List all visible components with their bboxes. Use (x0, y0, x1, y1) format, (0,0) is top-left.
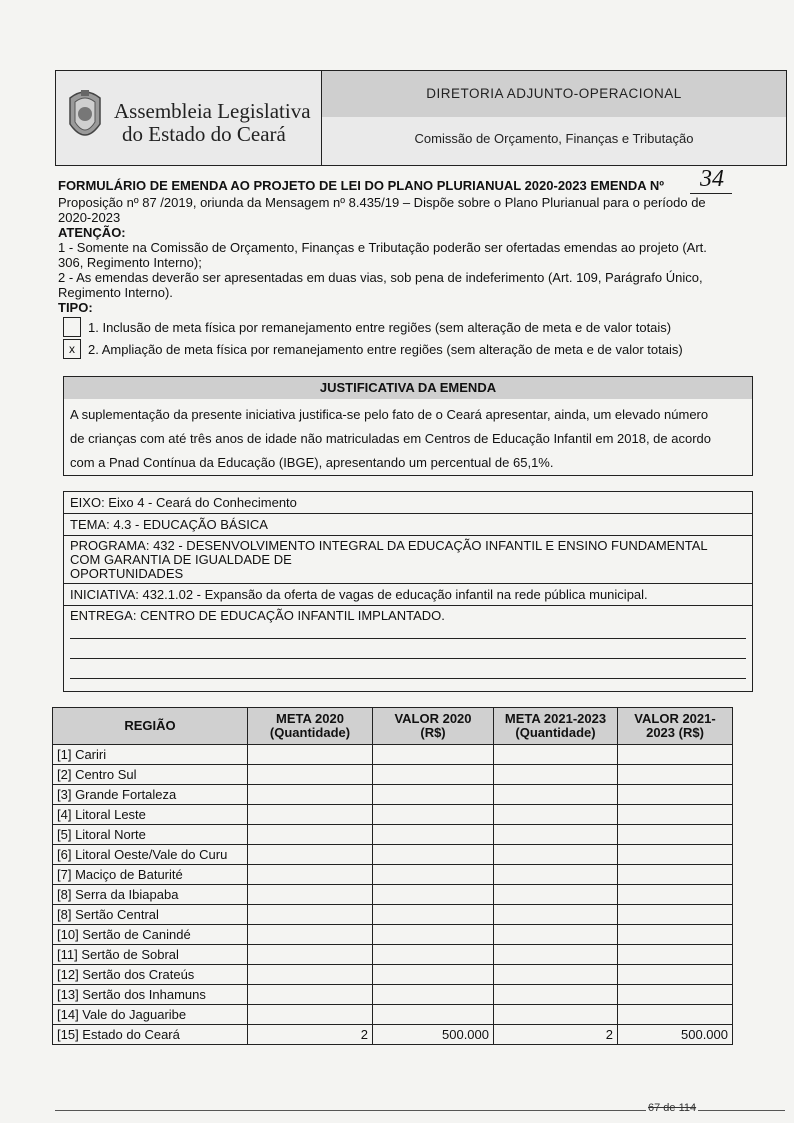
cell-valor-2020 (373, 965, 494, 985)
iniciativa-row: INICIATIVA: 432.1.02 - Expansão da oferta de vagas de educação infantil na rede pública municipal. (64, 584, 752, 606)
cell-meta-2020 (248, 945, 373, 965)
cell-regiao: [14] Vale do Jaguaribe (53, 1005, 248, 1025)
cell-meta-2020 (248, 845, 373, 865)
table-row (53, 805, 733, 825)
cell-meta-2020 (248, 965, 373, 985)
cell-meta-2021-2023 (494, 905, 618, 925)
table-row (53, 965, 733, 985)
cell-valor-2021-2023 (618, 745, 733, 765)
cell-regiao: [13] Sertão dos Inhamuns (53, 985, 248, 1005)
cell-meta-2021-2023 (494, 805, 618, 825)
cell-meta-2021-2023 (494, 785, 618, 805)
cell-meta-2020 (248, 925, 373, 945)
cell-meta-2020 (248, 1005, 373, 1025)
cell-valor-2021-2023 (618, 1005, 733, 1025)
cell-valor-2021-2023: 500.000 (618, 1025, 733, 1045)
cell-valor-2020 (373, 905, 494, 925)
cell-meta-2021-2023 (494, 765, 618, 785)
justificativa-heading: JUSTIFICATIVA DA EMENDA (64, 377, 752, 399)
blank-line (70, 638, 746, 639)
atencao-2-line1: 2 - As emendas deverão ser apresentadas em duas vias, sob pena de indeferimento (Art. 109, Parágrafo Único, (58, 270, 703, 285)
cell-meta-2021-2023 (494, 745, 618, 765)
cell-valor-2021-2023 (618, 845, 733, 865)
justificativa-line1: A suplementação da presente iniciativa justifica-se pelo fato de o Ceará apresentar, ainda, um elevado número (70, 407, 709, 422)
cell-regiao: [4] Litoral Leste (53, 805, 248, 825)
cell-regiao: [12] Sertão dos Crateús (53, 965, 248, 985)
emenda-number: 34 (700, 166, 724, 192)
cell-meta-2021-2023 (494, 1005, 618, 1025)
org-name-line1: Assembleia Legislativa (114, 99, 311, 123)
cell-meta-2020 (248, 785, 373, 805)
cell-valor-2021-2023 (618, 785, 733, 805)
tipo-2-text: 2. Ampliação de meta física por remanejamento entre regiões (sem alteração de meta e de valor totais) (88, 342, 683, 357)
tipo-1-text: 1. Inclusão de meta física por remanejamento entre regiões (sem alteração de meta e de valor totais) (88, 320, 672, 335)
cell-meta-2020 (248, 745, 373, 765)
cell-meta-2020 (248, 905, 373, 925)
cell-valor-2020 (373, 765, 494, 785)
col-header-valor-2020: VALOR 2020 (R$) (373, 708, 494, 745)
tema-row: TEMA: 4.3 - EDUCAÇÃO BÁSICA (64, 514, 752, 536)
table-row (53, 925, 733, 945)
table-row (53, 825, 733, 845)
cell-meta-2021-2023 (494, 985, 618, 1005)
cell-valor-2020 (373, 945, 494, 965)
cell-meta-2020 (248, 985, 373, 1005)
cell-meta-2021-2023 (494, 825, 618, 845)
atencao-1-line2: 306, Regimento Interno); (58, 255, 202, 270)
cell-meta-2021-2023 (494, 885, 618, 905)
cell-valor-2021-2023 (618, 765, 733, 785)
table-row (53, 785, 733, 805)
cell-regiao: [6] Litoral Oeste/Vale do Curu (53, 845, 248, 865)
page-number: 67 de 114 (648, 1102, 697, 1114)
cell-regiao: [5] Litoral Norte (53, 825, 248, 845)
cell-meta-2020 (248, 885, 373, 905)
cell-valor-2021-2023 (618, 965, 733, 985)
cell-meta-2020 (248, 865, 373, 885)
blank-line (70, 678, 746, 679)
cell-valor-2020 (373, 745, 494, 765)
cell-regiao: [7] Maciço de Baturité (53, 865, 248, 885)
tipo-2-checkbox[interactable]: x (63, 339, 81, 359)
cell-valor-2020 (373, 845, 494, 865)
cell-valor-2021-2023 (618, 945, 733, 965)
cell-valor-2020 (373, 985, 494, 1005)
justificativa-line2: de crianças com até três anos de idade não matriculadas em Centros de Educação Infantil em 2018, de acordo (70, 431, 711, 446)
cell-regiao: [2] Centro Sul (53, 765, 248, 785)
col-header-meta-2020: META 2020 (Quantidade) (248, 708, 373, 745)
cell-valor-2020 (373, 785, 494, 805)
directorate-title: DIRETORIA ADJUNTO-OPERACIONAL (322, 71, 786, 117)
proposicao-line1: Proposição nº 87 /2019, oriunda da Mensagem nº 8.435/19 – Dispõe sobre o Plano Plurianual para o período de (58, 195, 706, 210)
blank-line (70, 658, 746, 659)
cell-meta-2021-2023 (494, 865, 618, 885)
atencao-label: ATENÇÃO: (58, 225, 126, 240)
cell-valor-2020 (373, 865, 494, 885)
cell-valor-2021-2023 (618, 905, 733, 925)
commission-name: Comissão de Orçamento, Finanças e Tributação (414, 131, 694, 146)
programa-row (64, 536, 752, 584)
cell-meta-2021-2023 (494, 945, 618, 965)
cell-meta-2020 (248, 805, 373, 825)
table-row (53, 905, 733, 925)
justificativa-text (70, 403, 746, 475)
cell-valor-2020 (373, 825, 494, 845)
table-row (53, 745, 733, 765)
eixo-row: EIXO: Eixo 4 - Ceará do Conhecimento (64, 492, 752, 514)
cell-meta-2020: 2 (248, 1025, 373, 1045)
table-row (53, 765, 733, 785)
table-row (53, 885, 733, 905)
cell-valor-2020 (373, 1005, 494, 1025)
col-header-valor-2021-2023: VALOR 2021- 2023 (R$) (618, 708, 733, 745)
col-header-meta-2021-2023: META 2021-2023 (Quantidade) (494, 708, 618, 745)
table-row (53, 865, 733, 885)
programa-line1: PROGRAMA: 432 - DESENVOLVIMENTO INTEGRAL DA EDUCAÇÃO INFANTIL E ENSINO FUNDAMENTAL (70, 538, 708, 553)
emenda-number-underline (690, 193, 732, 194)
cell-regiao: [15] Estado do Ceará (53, 1025, 248, 1045)
cell-valor-2021-2023 (618, 825, 733, 845)
coat-of-arms-icon (64, 86, 106, 148)
programa-line3: OPORTUNIDADES (70, 566, 184, 581)
cell-regiao: [11] Sertão de Sobral (53, 945, 248, 965)
table-row (53, 1005, 733, 1025)
justificativa-line3: com a Pnad Contínua da Educação (IBGE), apresentando um percentual de 65,1%. (70, 455, 554, 470)
cell-valor-2021-2023 (618, 805, 733, 825)
cell-meta-2020 (248, 765, 373, 785)
org-name-line2: do Estado do Ceará (122, 122, 286, 146)
cell-regiao: [1] Cariri (53, 745, 248, 765)
cell-meta-2021-2023 (494, 845, 618, 865)
programa-line2: COM GARANTIA DE IGUALDADE DE (70, 552, 292, 567)
tipo-1-checkbox[interactable] (63, 317, 81, 337)
cell-regiao: [3] Grande Fortaleza (53, 785, 248, 805)
cell-meta-2021-2023 (494, 965, 618, 985)
cell-regiao: [8] Sertão Central (53, 905, 248, 925)
header-box (55, 70, 787, 166)
cell-valor-2021-2023 (618, 985, 733, 1005)
programa-box (63, 491, 753, 692)
justificativa-box (63, 376, 753, 476)
table-row (53, 985, 733, 1005)
cell-meta-2021-2023 (494, 925, 618, 945)
entrega-row: ENTREGA: CENTRO DE EDUCAÇÃO INFANTIL IMPLANTADO. (70, 608, 445, 623)
cell-valor-2021-2023 (618, 925, 733, 945)
cell-meta-2021-2023: 2 (494, 1025, 618, 1045)
cell-valor-2021-2023 (618, 865, 733, 885)
cell-valor-2020 (373, 925, 494, 945)
atencao-2-line2: Regimento Interno). (58, 285, 173, 300)
tipo-label: TIPO: (58, 300, 93, 315)
cell-valor-2021-2023 (618, 885, 733, 905)
cell-valor-2020 (373, 885, 494, 905)
col-header-regiao: REGIÃO (53, 708, 248, 745)
proposicao-line2: 2020-2023 (58, 210, 121, 225)
table-row (53, 1025, 733, 1045)
regions-table (52, 707, 733, 1045)
cell-regiao: [8] Serra da Ibiapaba (53, 885, 248, 905)
atencao-1-line1: 1 - Somente na Comissão de Orçamento, Finanças e Tributação poderão ser ofertadas emendas ao projeto (Art. (58, 240, 707, 255)
cell-regiao: [10] Sertão de Canindé (53, 925, 248, 945)
table-row (53, 945, 733, 965)
form-title: FORMULÁRIO DE EMENDA AO PROJETO DE LEI DO PLANO PLURIANUAL 2020-2023 EMENDA Nº (58, 178, 664, 193)
cell-valor-2020 (373, 805, 494, 825)
table-header-row (53, 708, 733, 745)
cell-meta-2020 (248, 825, 373, 845)
table-row (53, 845, 733, 865)
cell-valor-2020: 500.000 (373, 1025, 494, 1045)
